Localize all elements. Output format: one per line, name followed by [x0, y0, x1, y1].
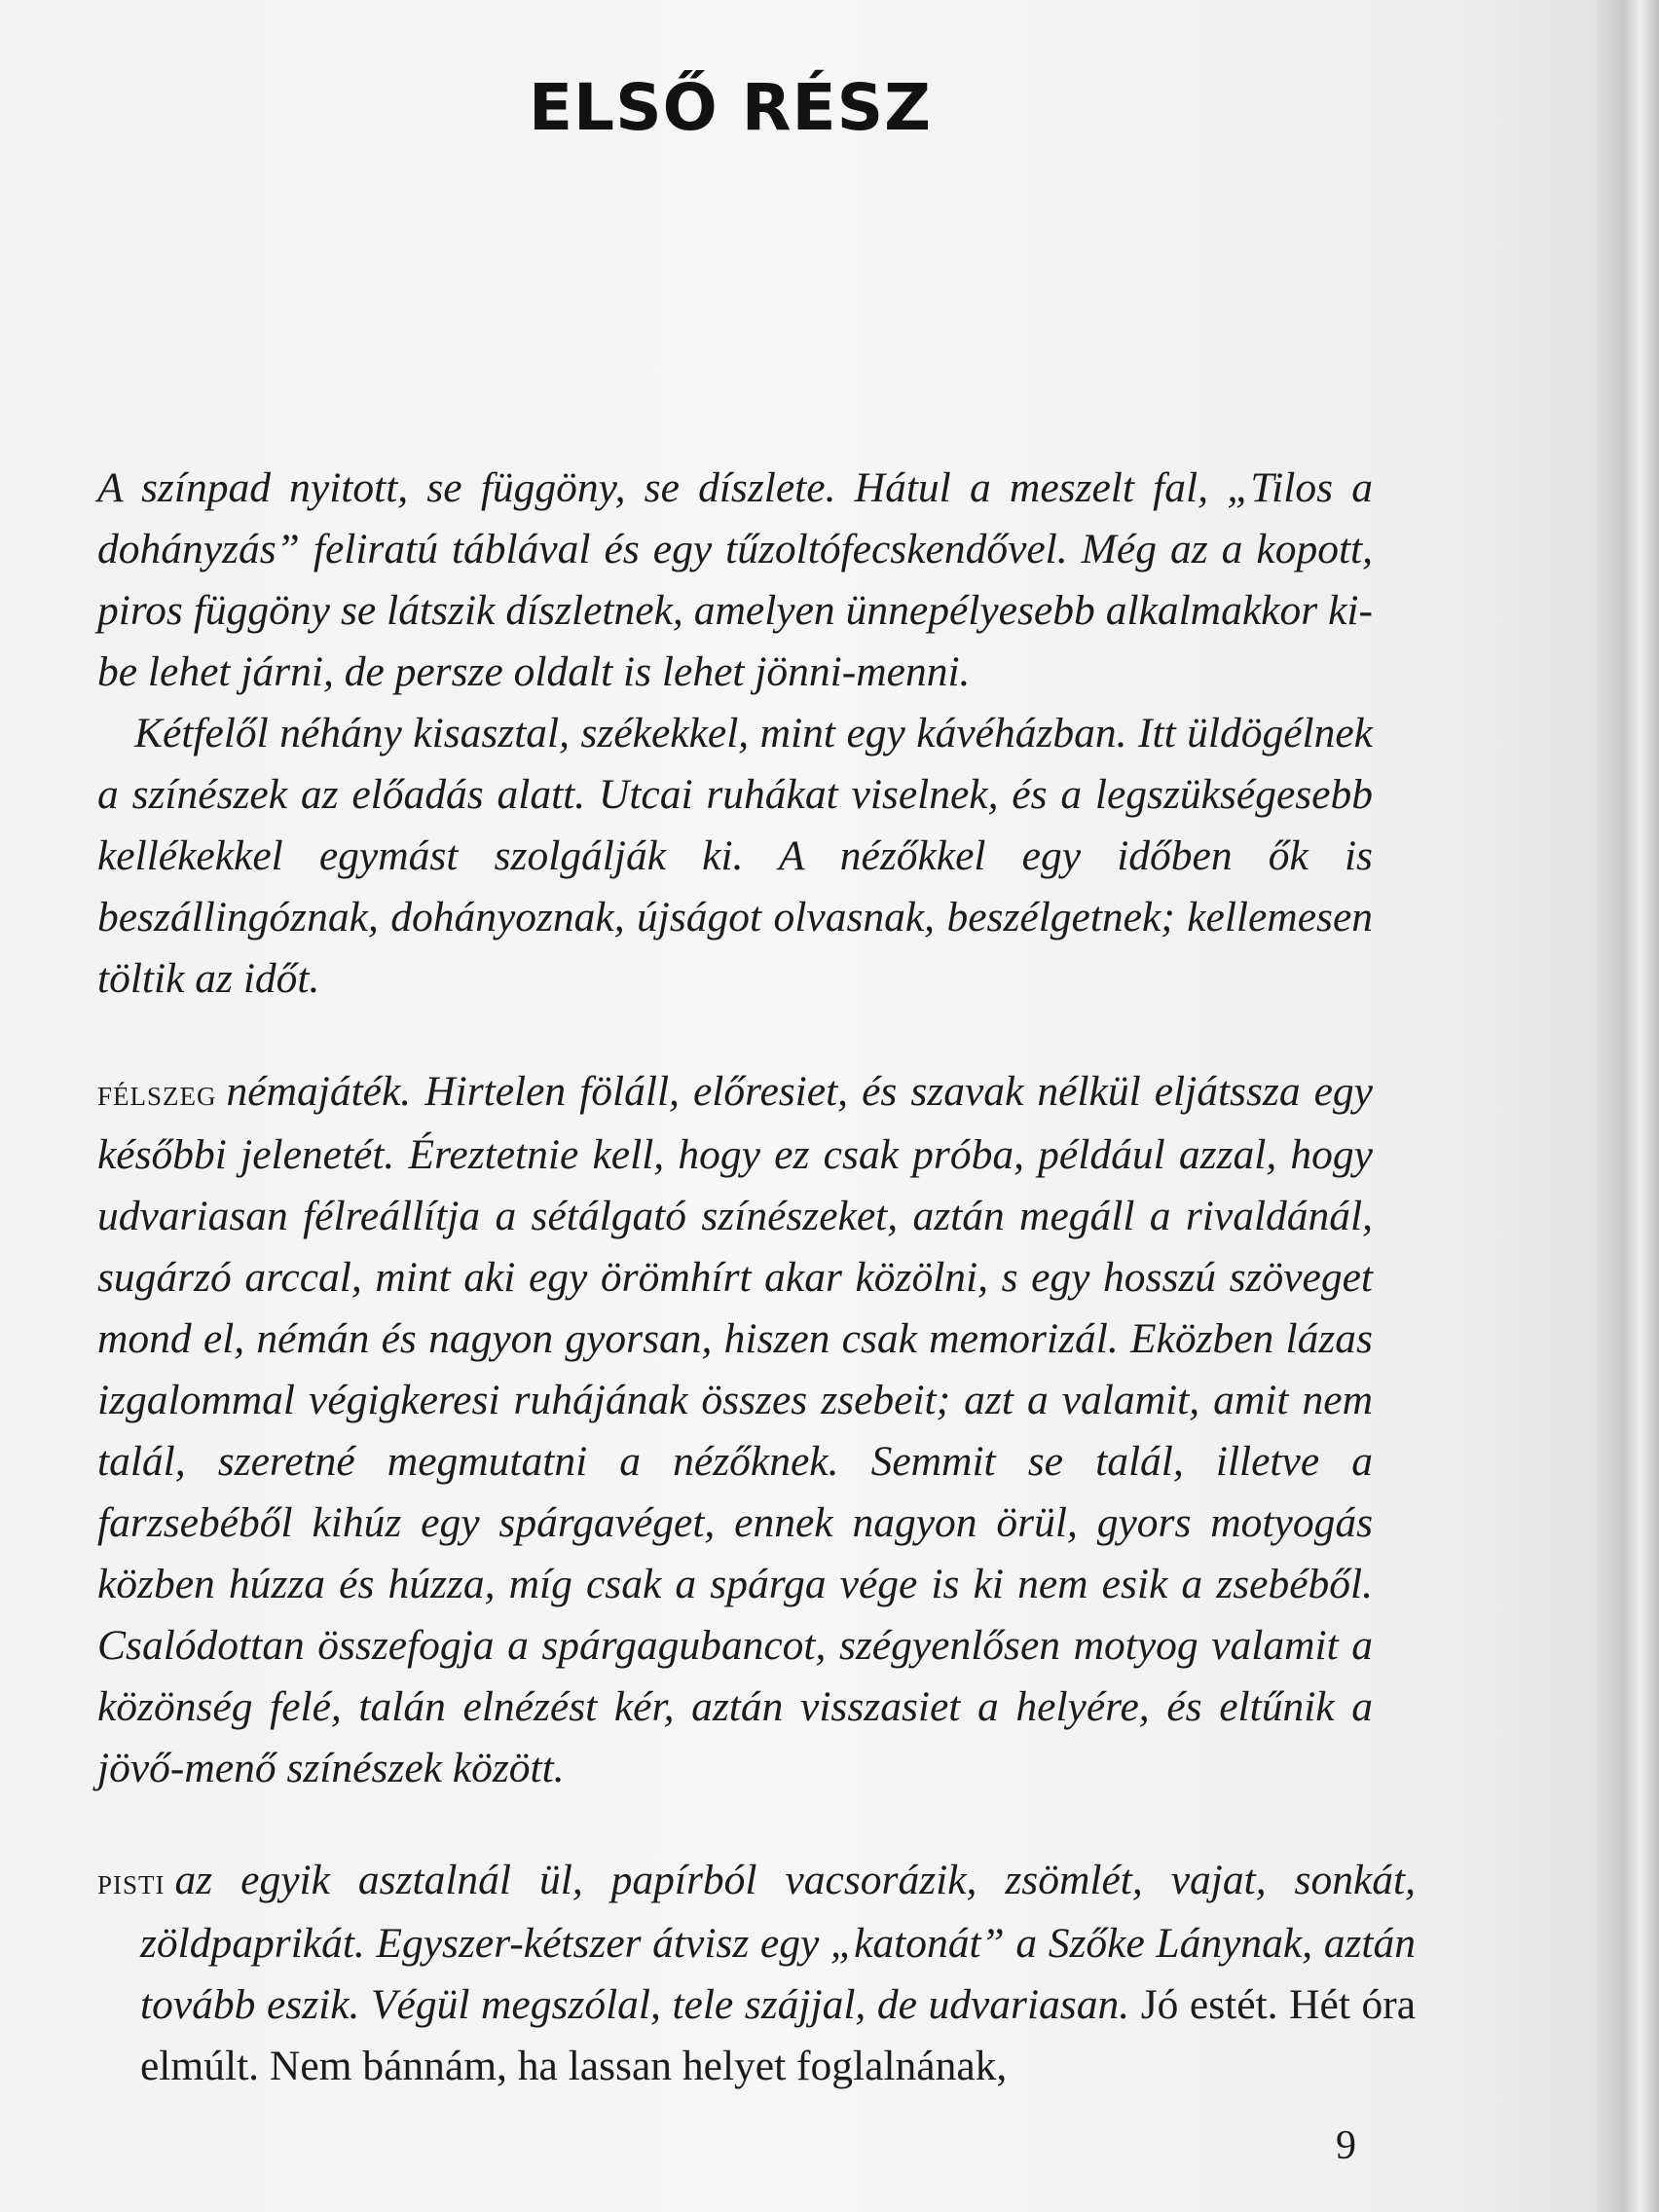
speaker-pisti: pisti — [97, 1862, 166, 1902]
stage-direction-block — [97, 458, 1373, 1010]
part-title: ELSŐ RÉSZ — [528, 70, 933, 145]
pisti-entry — [97, 1850, 1416, 2097]
page-edge-shadow — [1597, 0, 1659, 2212]
stage-direction-paragraph-2: Kétfelől néhány kisasztal, székekkel, mint egy kávéházban. Itt üldögélnek a színészek az előadás alatt. Utcai ruhákat viselnek, és a legszükségesebb kellékekkel egymást szolgálják ki. A nézőkkel egy időben ők is beszállingóznak, dohányoznak, újságot olvasnak, beszélgetnek; kellemesen töltik az időt. — [97, 710, 1373, 1002]
page-number: 9 — [1336, 2123, 1356, 2168]
speaker-felszeg: félszeg — [97, 1073, 217, 1114]
stage-direction-paragraph-1: A színpad nyitott, se függöny, se díszlete. Hátul a meszelt fal, „Tilos a dohányzás” feliratú táblával és egy tűzoltófecskendővel. Még az a kopott, piros függöny se látszik díszletnek, amelyen ünnepélyesebb alkalmakkor ki-be lehet járni, de persze oldalt is lehet jönni-menni. — [97, 464, 1373, 695]
pisti-direction: az egyik asztalnál ül, papírból vacsorázik, zsömlét, vajat, sonkát, zöldpaprikát. Egyszer-kétszer átvisz egy „katonát” a Szőke Lánynak, aztán tovább eszik. Végül megszólal, tele szájjal, de udvariasan. — [140, 1857, 1416, 2028]
felszeg-direction: némajáték. Hirtelen föláll, előresiet, és szavak nélkül eljátssza egy későbbi jelenetét. Éreztetnie kell, hogy ez csak próba, például azzal, hogy udvariasan félreállítja a sétálgató színészeket, aztán megáll a rivaldánál, sugárzó arccal, mint aki egy örömhírt akar közölni, s egy hosszú szöveget mond el, némán és nagyon gyorsan, hiszen csak memorizál. Eközben lázas izgalommal végigkeresi ruhájának összes zsebeit; azt a valamit, amit nem talál, szeretné megmutatni a nézőknek. Semmit se talál, illetve a farzsebéből kihúz egy spárgavéget, ennek nagyon örül, gyors motyogás közben húzza és húzza, míg csak a spárga vége is ki nem esik a zsebéből. Csalódottan összefogja a spárgagubancot, szégyenlősen motyog valamit a közönség felé, talán elnézést kér, aztán visszasiet a helyére, és eltűnik a jövő-menő színészek között. — [97, 1068, 1373, 1791]
pisti-speech: Jó estét. Hét óra elmúlt. Nem bánnám, ha lassan helyet foglalnának, — [140, 1981, 1417, 2089]
felszeg-entry — [97, 1061, 1373, 1799]
